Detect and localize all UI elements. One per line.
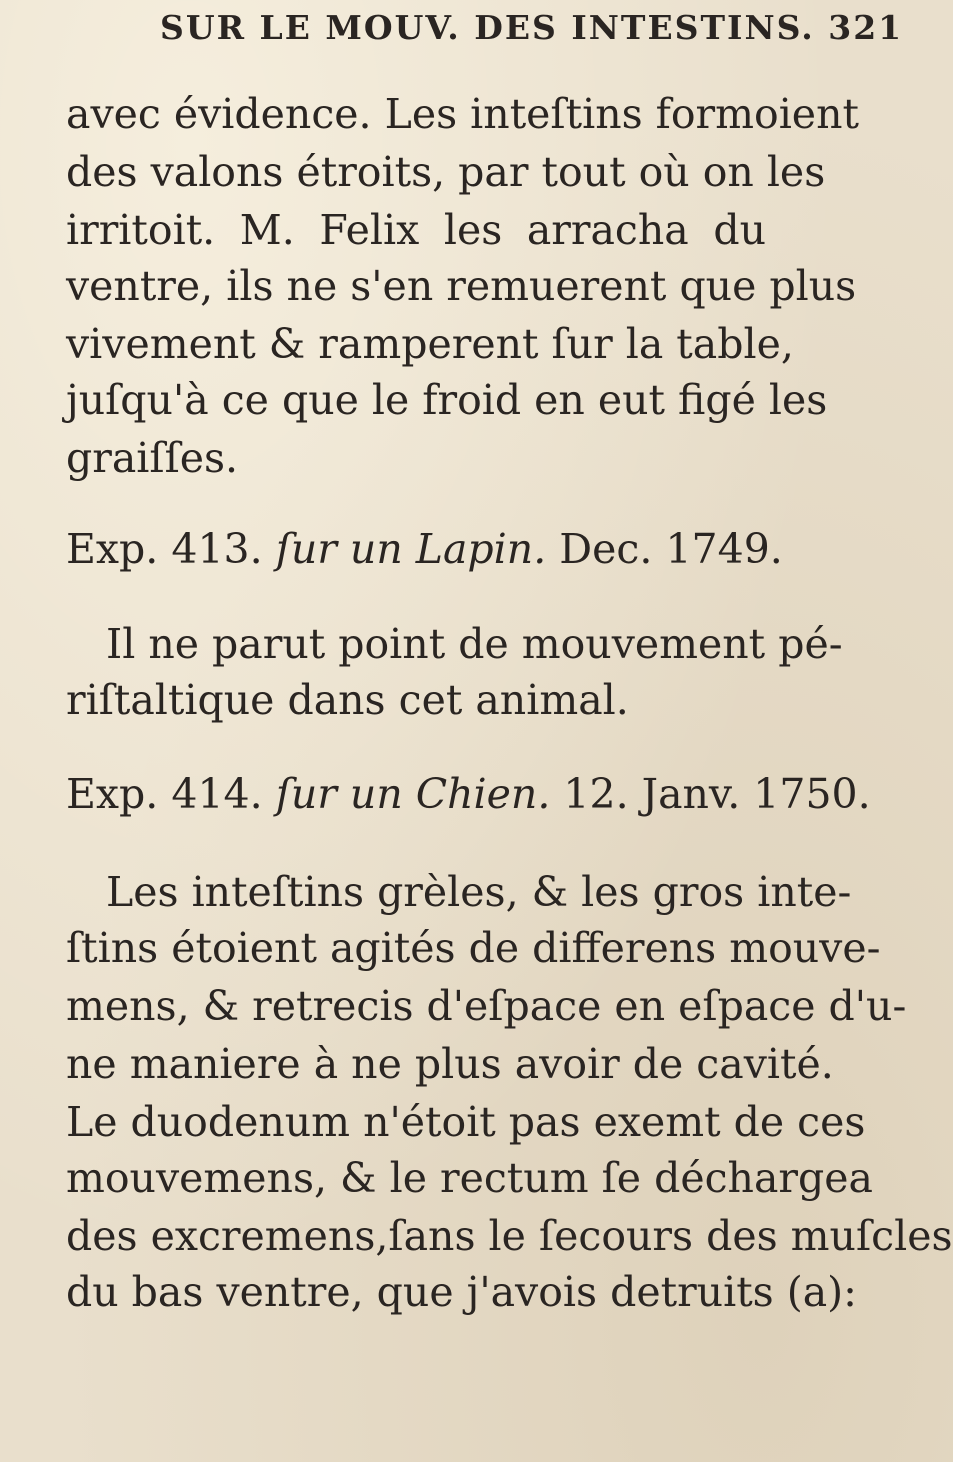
- text-line: irritoit. M. Felix les arracha du: [66, 206, 766, 254]
- experiment-subject: ſur un Chien.: [275, 770, 551, 818]
- text-line: mouvemens, & le rectum ſe déchargea: [66, 1154, 873, 1202]
- experiment-subject: ſur un Lapin.: [275, 525, 547, 573]
- experiment-label: Exp. 413.: [66, 525, 263, 573]
- text-line: ſtins étoient agités de differens mouve-: [66, 924, 881, 972]
- text-line: des excremens,ſans le ſecours des muſcles: [66, 1212, 953, 1260]
- experiment-heading-414: [66, 770, 871, 818]
- text-line: Le duodenum n'étoit pas exemt de ces: [66, 1098, 866, 1146]
- text-line: riſtaltique dans cet animal.: [66, 676, 629, 724]
- text-line: ventre, ils ne s'en remuerent que plus: [66, 262, 857, 310]
- experiment-date: Dec. 1749.: [559, 525, 783, 573]
- running-head: SUR LE MOUV. DES INTESTINS. 321: [160, 8, 904, 47]
- text-line: Les inteſtins grèles, & les gros inte-: [106, 868, 852, 916]
- text-line: du bas ventre, que j'avois detruits (a):: [66, 1268, 857, 1316]
- text-line: ne maniere à ne plus avoir de cavité.: [66, 1040, 834, 1088]
- experiment-heading-413: [66, 525, 783, 573]
- text-line: vivement & ramperent ſur la table,: [66, 320, 794, 368]
- text-line: juſqu'à ce que le froid en eut figé les: [66, 376, 828, 424]
- text-line: graiſſes.: [66, 434, 239, 482]
- text-line: des valons étroits, par tout où on les: [66, 148, 826, 196]
- text-line: mens, & retrecis d'eſpace en eſpace d'u-: [66, 982, 907, 1030]
- text-line: Il ne parut point de mouvement pé-: [106, 620, 843, 668]
- experiment-date: 12. Janv. 1750.: [563, 770, 871, 818]
- experiment-label: Exp. 414.: [66, 770, 263, 818]
- text-line: avec évidence. Les inteſtins formoient: [66, 90, 859, 138]
